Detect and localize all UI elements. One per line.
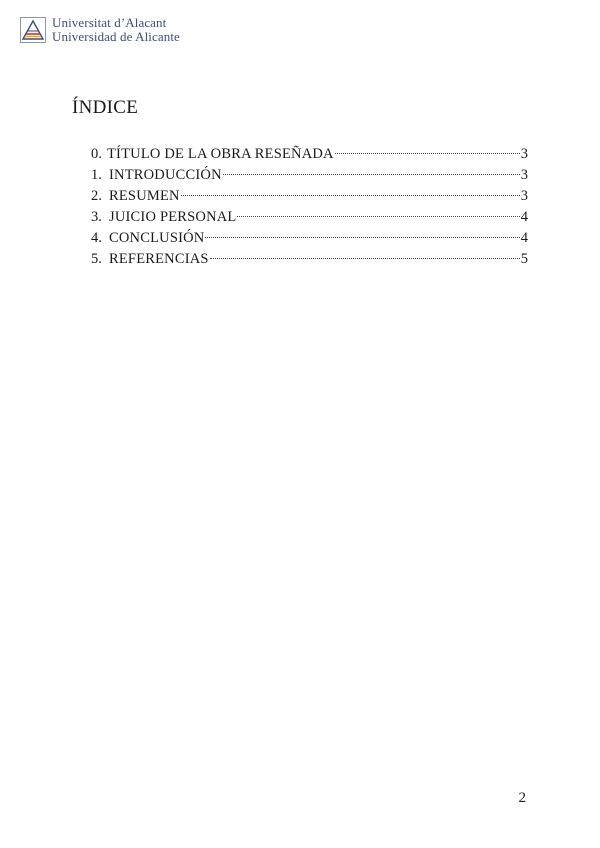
university-name-valencian: Universitat d’Alacant bbox=[52, 15, 167, 30]
page-number: 2 bbox=[518, 790, 526, 806]
toc-title: ÍNDICE bbox=[72, 97, 139, 118]
toc-item-label: JUICIO PERSONAL bbox=[109, 209, 237, 225]
toc-item-page: 4 bbox=[520, 230, 528, 246]
toc-item-titulo[interactable] bbox=[91, 144, 528, 165]
toc-item-number: 5. bbox=[91, 251, 102, 267]
university-header bbox=[20, 16, 180, 44]
toc-list bbox=[91, 144, 528, 270]
toc-item-conclusion[interactable] bbox=[91, 228, 528, 249]
toc-item-page: 3 bbox=[520, 167, 528, 183]
toc-leader-dots bbox=[335, 153, 520, 154]
toc-item-label: CONCLUSIÓN bbox=[109, 230, 205, 246]
toc-item-number: 4. bbox=[91, 230, 102, 246]
toc-item-page: 3 bbox=[520, 188, 528, 204]
toc-item-label: INTRODUCCIÓN bbox=[109, 167, 222, 183]
university-logo-icon bbox=[20, 17, 46, 43]
toc-item-label: REFERENCIAS bbox=[109, 251, 209, 267]
toc-item-page: 4 bbox=[520, 209, 528, 225]
toc-item-number: 0. bbox=[91, 146, 102, 162]
toc-item-number: 3. bbox=[91, 209, 102, 225]
toc-leader-dots bbox=[205, 237, 519, 238]
toc-item-label: RESUMEN bbox=[109, 188, 180, 204]
university-name bbox=[52, 16, 180, 44]
toc-leader-dots bbox=[223, 174, 520, 175]
toc-item-page: 5 bbox=[520, 251, 528, 267]
toc-item-page: 3 bbox=[520, 146, 528, 162]
toc-leader-dots bbox=[181, 195, 520, 196]
toc-item-label: TÍTULO DE LA OBRA RESEÑADA bbox=[107, 146, 334, 162]
toc-leader-dots bbox=[210, 258, 520, 259]
toc-item-introduccion[interactable] bbox=[91, 165, 528, 186]
toc-item-resumen[interactable] bbox=[91, 186, 528, 207]
toc-item-referencias[interactable] bbox=[91, 249, 528, 270]
toc-item-juicio-personal[interactable] bbox=[91, 207, 528, 228]
toc-item-number: 1. bbox=[91, 167, 102, 183]
toc-leader-dots bbox=[237, 216, 519, 217]
toc-item-number: 2. bbox=[91, 188, 102, 204]
university-name-spanish: Universidad de Alicante bbox=[52, 29, 180, 44]
